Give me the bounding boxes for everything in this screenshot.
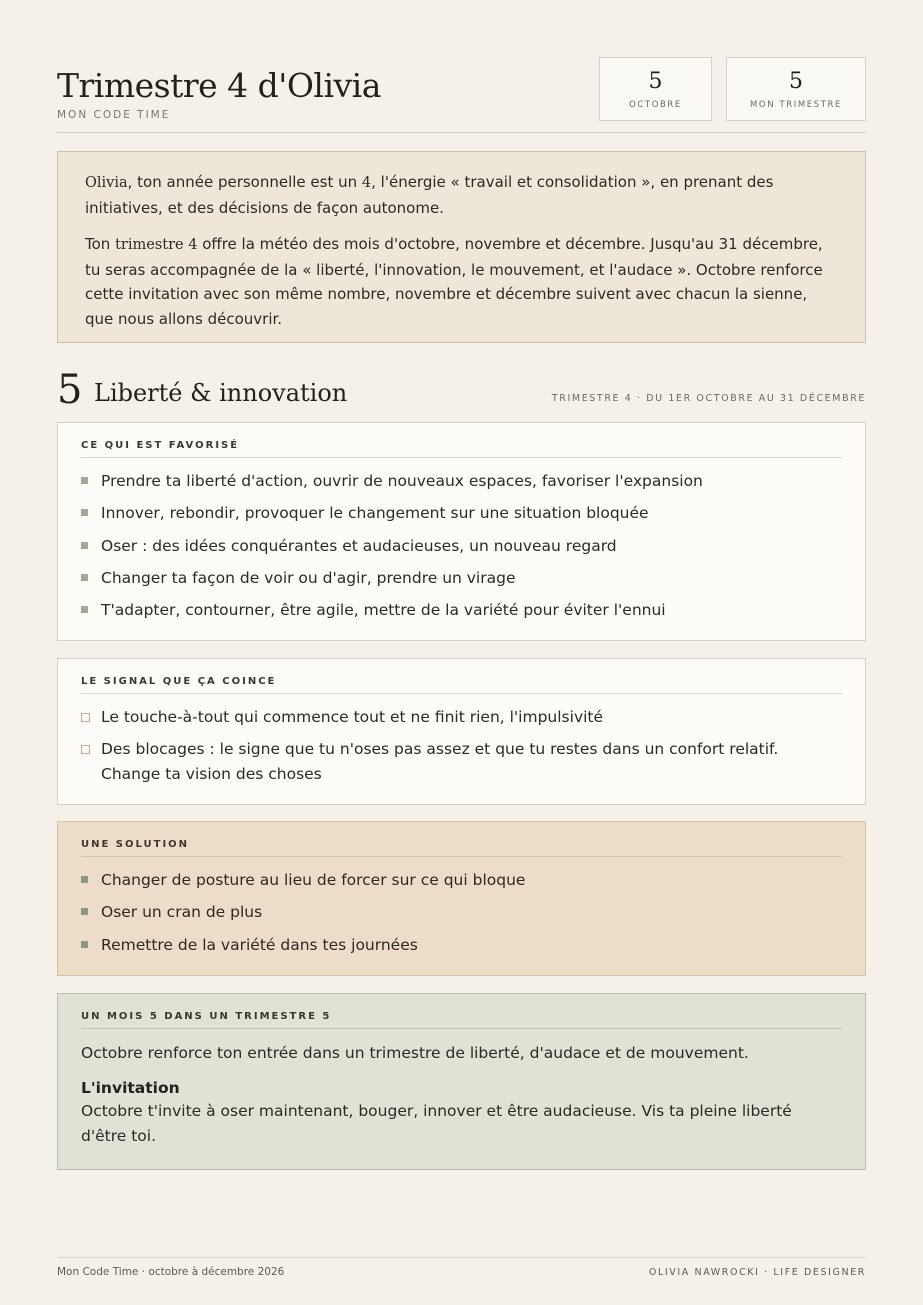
favorise-list (81, 469, 842, 623)
mois-body: Octobre renforce ton entrée dans un trimestre de liberté, d'audace et de mouvement. (81, 1044, 749, 1062)
intro-text: , l'énergie « travail et consolidation », en prenant des initiatives, et des décisions de façon autonome. (85, 173, 774, 217)
list-item-text: Changer de posture au lieu de forcer sur ce qui bloque (101, 871, 526, 889)
footer-left: Mon Code Time · octobre à décembre 2026 (57, 1266, 285, 1278)
section-heading (57, 368, 866, 414)
intro-box (57, 151, 866, 343)
list-item (81, 868, 842, 893)
square-bullet-icon (81, 606, 88, 613)
list-item (81, 566, 842, 591)
intro-year-number: 4 (361, 175, 372, 191)
list-item (81, 534, 842, 559)
header (57, 56, 866, 134)
card-signal (57, 658, 866, 805)
card-title: UNE SOLUTION (81, 839, 842, 857)
square-bullet-icon (81, 509, 88, 516)
list-item-text: Des blocages : le signe que tu n'oses pas assez et que tu restes dans un confort relatif. Change ta vision des choses (101, 740, 779, 783)
list-item (81, 598, 842, 623)
card-favorise (57, 422, 866, 641)
invitation-title: L'invitation (81, 1079, 180, 1097)
list-item (81, 737, 842, 786)
list-item (81, 469, 842, 494)
hollow-square-bullet-icon (81, 745, 90, 754)
list-item-text: Innover, rebondir, provoquer le changement sur une situation bloquée (101, 504, 649, 523)
card-title: LE SIGNAL QUE ÇA COINCE (81, 676, 842, 694)
square-bullet-icon (81, 908, 88, 915)
list-item (81, 705, 842, 730)
square-bullet-icon (81, 477, 88, 484)
invitation-body: Octobre t'invite à oser maintenant, bouger, innover et être audacieuse. Vis ta pleine liberté d'être toi. (81, 1102, 792, 1145)
list-item (81, 900, 842, 925)
section-title: Liberté & innovation (94, 379, 348, 407)
stat-quarter-label: MON TRIMESTRE (749, 100, 843, 110)
square-bullet-icon (81, 542, 88, 549)
stat-quarter-value: 5 (789, 69, 803, 94)
card-mois (57, 993, 866, 1170)
solution-list (81, 868, 842, 957)
square-bullet-icon (81, 941, 88, 948)
intro-quarter: trimestre 4 (115, 237, 198, 253)
list-item-text: Remettre de la variété dans tes journées (101, 935, 418, 954)
list-item-text: Prendre ta liberté d'action, ouvrir de nouveaux espaces, favoriser l'expansion (101, 472, 703, 490)
intro-text: offre la météo des mois d'octobre, novembre et décembre. Jusqu'au 31 décembre, tu seras accompagnée de la « liberté, l'innovation, le mouvement, et l'audace ». Octobre renforce cette invitation avec son même nombre, novembre et décembre suivent avec chacun la sienne, que nous allons découvrir. (85, 235, 823, 328)
header-divider (57, 132, 866, 133)
intro-paragraph-1 (85, 170, 838, 220)
stat-month-value: 5 (648, 69, 663, 94)
card-title: CE QUI EST FAVORISÉ (81, 440, 842, 458)
signal-list (81, 705, 842, 786)
card-title: UN MOIS 5 DANS UN TRIMESTRE 5 (81, 1011, 842, 1029)
section-meta: TRIMESTRE 4 · DU 1ER OCTOBRE AU 31 DÉCEMBRE (551, 393, 866, 404)
list-item-text: Le touche-à-tout qui commence tout et ne finit rien, l'impulsivité (101, 708, 604, 726)
intro-name: Olivia (85, 175, 128, 191)
footer-divider (57, 1257, 866, 1258)
square-bullet-icon (81, 574, 88, 581)
intro-text: Ton (85, 235, 116, 253)
list-item (81, 933, 842, 958)
stat-month-label: OCTOBRE (629, 100, 682, 110)
list-item-text: Changer ta façon de voir ou d'agir, prendre un virage (101, 568, 516, 587)
page-subtitle: MON CODE TIME (57, 109, 171, 121)
intro-paragraph-2 (85, 232, 838, 331)
list-item-text: T'adapter, contourner, être agile, mettre de la variété pour éviter l'ennui (101, 601, 666, 620)
stat-quarter (726, 57, 866, 121)
stat-month (599, 57, 712, 121)
intro-text: , ton année personnelle est un (127, 173, 362, 191)
list-item (81, 501, 842, 526)
footer-right: OLIVIA NAWROCKI · LIFE DESIGNER (648, 1267, 866, 1278)
square-bullet-icon (81, 876, 88, 883)
page-title: Trimestre 4 d'Olivia (57, 66, 381, 105)
section-number: 5 (57, 367, 83, 413)
list-item-text: Oser : des idées conquérantes et audacieuses, un nouveau regard (101, 536, 617, 555)
list-item-text: Oser un cran de plus (101, 903, 263, 922)
hollow-square-bullet-icon (81, 713, 90, 722)
card-solution (57, 821, 866, 976)
